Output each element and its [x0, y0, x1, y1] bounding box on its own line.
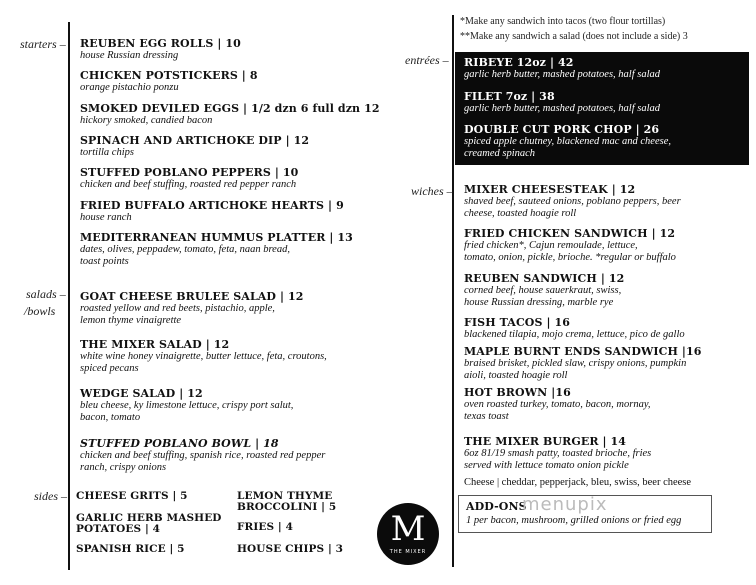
starters-label: starters – [20, 37, 66, 51]
menu-item [464, 183, 681, 220]
item-name: GOAT CHEESE BRULEE SALAD | 12 [80, 290, 304, 303]
item-desc: braised brisket, pickled slaw, crispy onions, pumpkin [464, 358, 687, 369]
item-name: THE MIXER BURGER | 14 [464, 435, 627, 448]
item-name: SPINACH AND ARTICHOKE DIP | 12 [80, 134, 310, 147]
menu-item [464, 345, 702, 382]
item-desc: aioli, toasted hoagie roll [464, 370, 568, 381]
sides-label: sides – [34, 489, 67, 503]
right-divider [452, 15, 454, 567]
watermark: menupix [522, 494, 608, 515]
item-desc: garlic herb butter, mashed potatoes, half salad [464, 103, 660, 114]
menu-item [80, 199, 344, 224]
menu-item [80, 134, 309, 159]
item-name: REUBEN SANDWICH | 12 [464, 272, 625, 285]
note-tacos: *Make any sandwich into tacos (two flour tortillas) [460, 16, 666, 27]
item-desc: roasted yellow and red beets, pistachio, apple, [80, 303, 275, 314]
side-item: CHEESE GRITS | 5 [76, 490, 188, 502]
side-item: BROCCOLINI | 5 [237, 501, 337, 513]
menu-item [464, 316, 685, 341]
item-desc: oven roasted turkey, tomato, bacon, mornay, [464, 399, 651, 410]
item-desc: hickory smoked, candied bacon [80, 115, 213, 126]
side-item: GARLIC HERB MASHED [76, 512, 222, 524]
side-item: SPANISH RICE | 5 [76, 543, 185, 555]
item-desc: spiced apple chutney, blackened mac and cheese, [464, 136, 672, 147]
item-desc: dates, olives, peppadew, tomato, feta, naan bread, [80, 244, 290, 255]
note-salad: **Make any sandwich a salad (does not include a side) 3 [460, 31, 688, 42]
menu-item [80, 290, 304, 327]
addons-desc: 1 per bacon, mushroom, grilled onions or fried egg [466, 515, 682, 526]
menu-item [464, 56, 660, 81]
menu-item [80, 37, 241, 62]
item-desc: cheese, toasted hoagie roll [464, 208, 577, 219]
menu-item [80, 102, 380, 127]
item-desc: white wine honey vinaigrette, butter lettuce, feta, croutons, [80, 351, 327, 362]
mixer-logo [377, 503, 439, 565]
menu-item [80, 231, 353, 268]
menu-item [464, 272, 624, 309]
item-desc: bleu cheese, ky limestone lettuce, crispy port salut, [80, 400, 294, 411]
menu-item [464, 123, 671, 160]
item-name: MAPLE BURNT ENDS SANDWICH |16 [464, 345, 702, 358]
menu-item [80, 387, 293, 424]
menu-item [80, 166, 298, 191]
item-desc: spiced pecans [80, 363, 139, 374]
menu-item [464, 435, 651, 472]
side-item: POTATOES | 4 [76, 523, 161, 535]
menu-item [464, 386, 651, 423]
side-item: FRIES | 4 [237, 521, 294, 533]
side-item: HOUSE CHIPS | 3 [237, 543, 344, 555]
item-desc: chicken and beef stuffing, spanish rice, roasted red pepper [80, 450, 326, 461]
item-desc: blackened tilapia, mojo crema, lettuce, pico de gallo [464, 329, 685, 340]
item-name: WEDGE SALAD | 12 [80, 387, 203, 400]
item-desc: texas toast [464, 411, 509, 422]
item-name: THE MIXER SALAD | 12 [80, 338, 230, 351]
entrees-label: entrées – [405, 53, 449, 67]
item-name: STUFFED POBLANO PEPPERS | 10 [80, 166, 299, 179]
menu-item [464, 90, 660, 115]
item-desc: house Russian dressing [80, 50, 179, 61]
bowls-label: /bowls [24, 304, 56, 318]
item-name: STUFFED POBLANO BOWL | 18 [80, 437, 279, 450]
item-desc: bacon, tomato [80, 412, 141, 423]
item-name: DOUBLE CUT PORK CHOP | 26 [464, 123, 660, 136]
cheese-options: Cheese | cheddar, pepperjack, bleu, swiss, beer cheese [464, 477, 692, 488]
item-name: REUBEN EGG ROLLS | 10 [80, 37, 241, 50]
item-name: FISH TACOS | 16 [464, 316, 570, 329]
item-desc: served with lettuce tomato onion pickle [464, 460, 629, 471]
wiches-label: wiches – [411, 184, 453, 198]
item-desc: house ranch [80, 212, 132, 223]
item-desc: 6oz 81/19 smash patty, toasted brioche, fries [464, 448, 652, 459]
item-desc: shaved beef, sauteed onions, poblano peppers, beer [464, 196, 681, 207]
item-desc: toast points [80, 256, 129, 267]
item-desc: creamed spinach [464, 148, 536, 159]
item-desc: tomato, onion, pickle, brioche. *regular or buffalo [464, 252, 676, 263]
item-desc: orange pistachio ponzu [80, 82, 179, 93]
item-desc: ranch, crispy onions [80, 462, 167, 473]
side-item: LEMON THYME [237, 490, 333, 502]
item-name: CHICKEN POTSTICKERS | 8 [80, 69, 258, 82]
item-desc: tortilla chips [80, 147, 134, 158]
item-name: MIXER CHEESESTEAK | 12 [464, 183, 636, 196]
item-desc: garlic herb butter, mashed potatoes, half salad [464, 69, 660, 80]
item-name: RIBEYE 12oz | 42 [464, 56, 574, 69]
item-name: FRIED BUFFALO ARTICHOKE HEARTS | 9 [80, 199, 344, 212]
menu-item [80, 338, 327, 375]
salads-label: salads – [26, 287, 66, 301]
item-name: HOT BROWN |16 [464, 386, 571, 399]
item-desc: corned beef, house sauerkraut, swiss, [464, 285, 622, 296]
entrees-box [455, 52, 749, 165]
menu-item [464, 227, 676, 264]
item-name: MEDITERRANEAN HUMMUS PLATTER | 13 [80, 231, 353, 244]
item-desc: chicken and beef stuffing, roasted red pepper ranch [80, 179, 297, 190]
item-desc: house Russian dressing, marble rye [464, 297, 614, 308]
item-name: FILET 7oz | 38 [464, 90, 555, 103]
left-divider [68, 22, 70, 570]
item-desc: lemon thyme vinaigrette [80, 315, 182, 326]
addons-title: ADD-ONS [466, 500, 527, 513]
logo-text: THE MIXER [389, 549, 427, 555]
logo-letter: M [390, 509, 426, 549]
item-name: SMOKED DEVILED EGGS | 1/2 dzn 6 full dzn 12 [80, 102, 380, 115]
item-name: FRIED CHICKEN SANDWICH | 12 [464, 227, 676, 240]
menu-item [80, 69, 258, 94]
item-desc: fried chicken*, Cajun remoulade, lettuce, [464, 240, 638, 251]
menu-item [80, 437, 325, 474]
